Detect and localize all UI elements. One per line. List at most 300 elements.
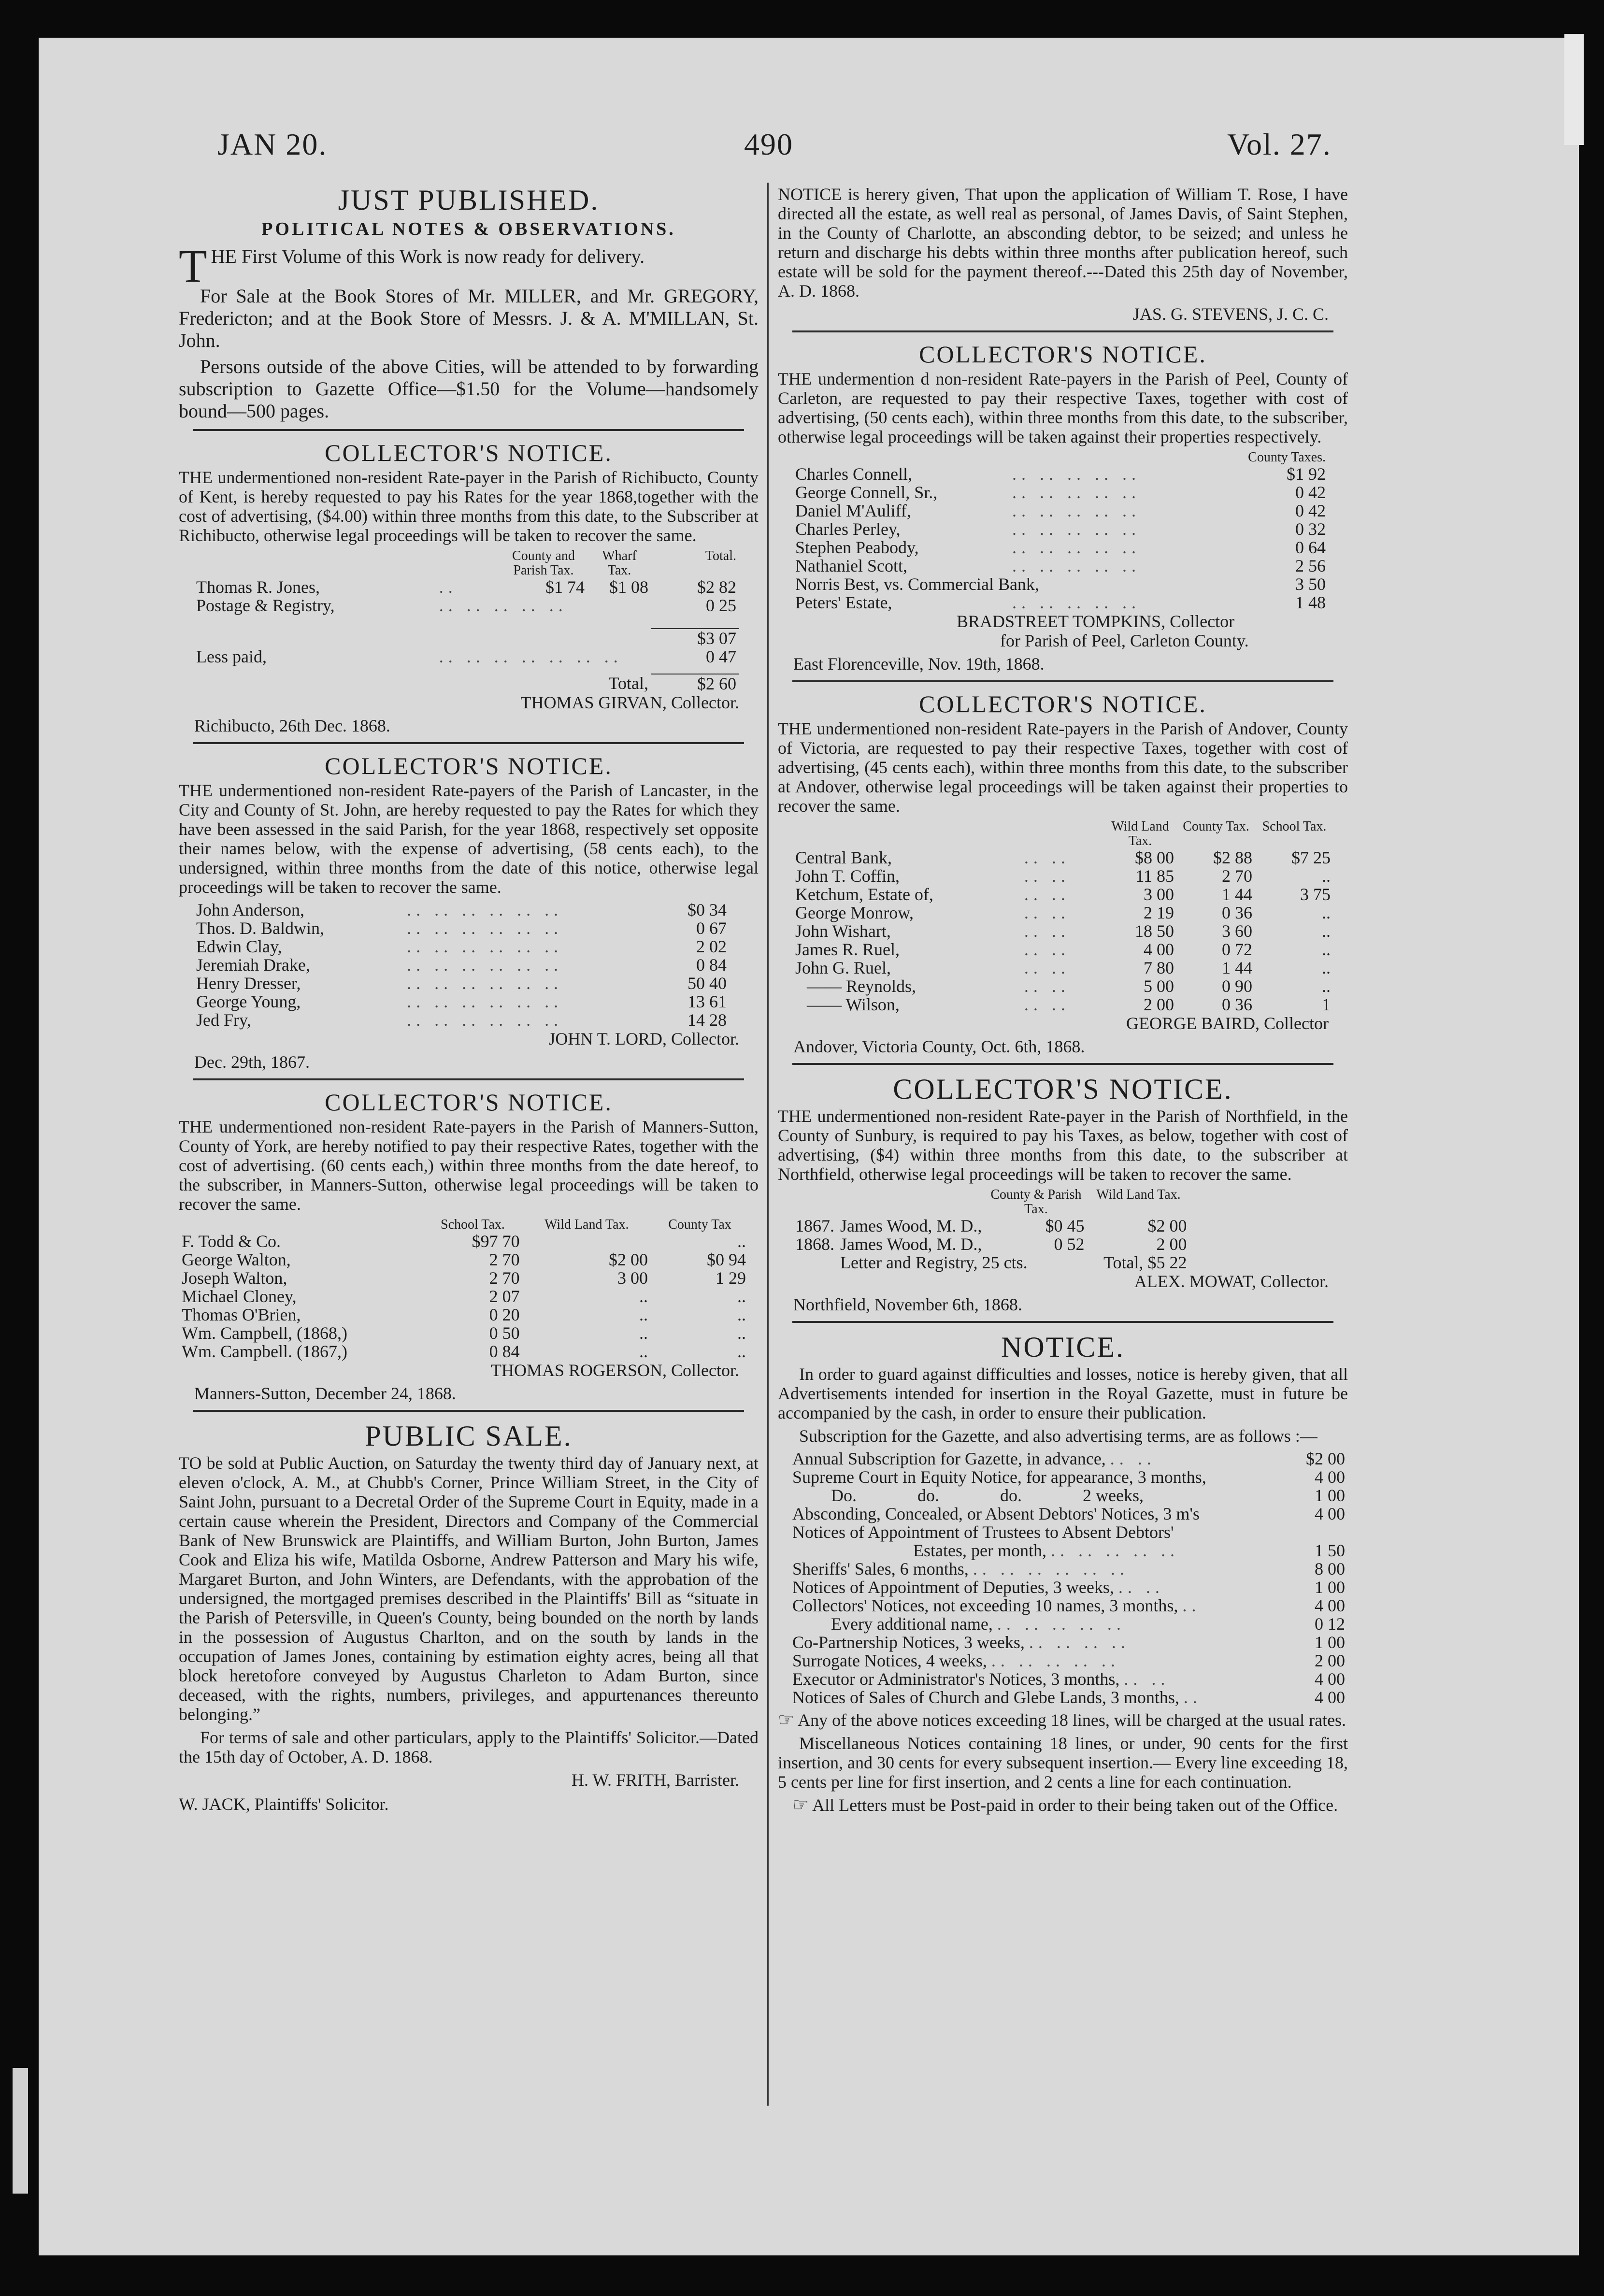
tax-year: 1868. <box>795 1234 834 1254</box>
ratepayer-name: John T. Coffin, <box>795 866 900 886</box>
less-paid-label: Less paid, <box>196 647 267 666</box>
rate-row <box>778 1486 1348 1505</box>
tax-amount: $1 74 <box>545 577 585 597</box>
ratepayer-name: Stephen Peabody, <box>795 538 919 557</box>
ratepayer-name: Charles Connell, <box>795 464 912 484</box>
tax-amount: 1 44 <box>1222 885 1252 904</box>
tax-table <box>193 549 739 693</box>
table-row <box>179 1250 749 1269</box>
table-row <box>193 992 730 1011</box>
leader-dots: .. .. .. .. .. .. <box>407 974 563 993</box>
leader-dots: .. .. <box>1024 921 1070 941</box>
gazette-rates-notice <box>778 1330 1348 1815</box>
ratepayer-name: Joseph Walton, <box>182 1268 287 1288</box>
tax-amount: 0 90 <box>1222 976 1252 996</box>
tax-amount: 11 85 <box>1135 866 1174 886</box>
rate-label: Surrogate Notices, 4 weeks, <box>792 1651 987 1670</box>
rate-label: Notices of Appointment of Trustees to Absent Debtors' <box>792 1522 1174 1542</box>
ratepayer-name: —— Reynolds, <box>807 976 917 996</box>
tax-amount: 3 60 <box>1222 921 1252 941</box>
ratepayer-name: Jed Fry, <box>196 1010 251 1030</box>
notice-body: THE undermentioned non-resident Rate-payers in the Parish of Andover, County of Victoria, are requested to pay their respective Taxes, together with cost of advertising, (45 cents each), within three months from this date, to the subscriber at Andover, otherwise legal proceedings will be taken against their properties to recover the same. <box>778 719 1348 816</box>
table-row <box>792 977 1333 995</box>
tax-amount: 3 50 <box>1295 574 1326 594</box>
tax-amount: 2 70 <box>489 1268 520 1288</box>
rate-amount <box>1294 1523 1348 1541</box>
rate-row <box>778 1468 1348 1486</box>
ratepayer-name: Thomas R. Jones, <box>196 577 320 597</box>
tax-amount: $2 00 <box>1147 1216 1187 1235</box>
tax-amount: 2 02 <box>696 937 727 956</box>
rate-amount: 0 12 <box>1315 1614 1345 1634</box>
tax-amount: 3 00 <box>617 1268 648 1288</box>
leader-dots: .. .. .. .. .. .. <box>407 937 563 956</box>
collector-signature: ALEX. MOWAT, Collector. <box>1134 1272 1329 1291</box>
notice-body: THE undermentioned non-resident Rate-payers of the Parish of Lancaster, in the City and County of St. John, are hereby requested to pay the Rates for which they have been assessed in the said Parish, for the year 1868, respectively set opposite their names below, with the expense of advertising, (58 cents each), to the undersigned, within three months from the date of this notice, otherwise legal proceedings will be taken to recover the same. <box>179 781 759 897</box>
table-row <box>792 538 1329 557</box>
rate-row <box>778 1688 1348 1707</box>
collector-signature: THOMAS GIRVAN, Collector. <box>520 693 739 712</box>
table-row <box>193 919 730 937</box>
notice-title: COLLECTOR'S NOTICE. <box>919 690 1207 718</box>
tax-amount: 0 32 <box>1295 519 1326 539</box>
tax-amount: $2 88 <box>1213 848 1252 867</box>
tax-amount: $0 94 <box>707 1250 746 1269</box>
rate-row <box>778 1615 1348 1633</box>
rate-label: Notices of Appointment of Deputies, 3 weeks, <box>792 1578 1114 1597</box>
column-header: School Tax. <box>441 1217 505 1232</box>
tax-amount: 1 29 <box>716 1268 746 1288</box>
tax-amount: .. <box>639 1323 648 1343</box>
table-row <box>179 1342 749 1361</box>
tax-amount: $0 34 <box>687 900 727 919</box>
column-header: County Tax. <box>1183 819 1249 834</box>
tax-amount: $7 25 <box>1291 848 1331 867</box>
ratepayer-name: Jeremiah Drake, <box>196 955 310 975</box>
rate-label: Estates, per month, <box>913 1541 1046 1560</box>
rate-amount: 1 00 <box>1315 1486 1345 1505</box>
rate-row <box>778 1541 1348 1560</box>
table-row <box>193 937 730 956</box>
table-row <box>792 520 1329 538</box>
leader-dots: .. <box>439 577 458 597</box>
tax-amount: 0 50 <box>489 1323 520 1343</box>
rate-row <box>778 1596 1348 1615</box>
leader-dots: .. .. <box>1024 976 1070 996</box>
tax-amount: 2 07 <box>489 1287 520 1306</box>
leader-dots: .. .. .. .. .. .. .. <box>439 647 623 666</box>
rate-label: Every additional name, <box>831 1614 993 1634</box>
divider <box>193 742 744 744</box>
notice-paragraph: Subscription for the Gazette, and also advertising terms, are as follows :— <box>799 1426 1318 1446</box>
barrister-signature: H. W. FRITH, Barrister. <box>572 1770 739 1790</box>
leader-dots: .. .. <box>1024 866 1070 886</box>
total-label: Total, <box>608 674 648 693</box>
leader-dots: .. .. <box>1024 958 1070 977</box>
column-header: Wild Land Tax. <box>544 1217 629 1232</box>
rate-amount: 1 00 <box>1315 1633 1345 1652</box>
collector-signature: for Parish of Peel, Carleton County. <box>1000 631 1249 650</box>
column-header: Wild Land Tax. <box>1096 1187 1181 1202</box>
pointing-hand-icon: ☞ <box>778 1710 795 1730</box>
table-row <box>792 465 1329 483</box>
ratepayer-name: John Wishart, <box>795 921 891 941</box>
divider <box>792 1063 1333 1065</box>
tax-amount: 0 52 <box>1054 1234 1085 1254</box>
table-row <box>193 974 730 992</box>
table-row <box>179 1306 749 1324</box>
table-row <box>792 959 1333 977</box>
divider <box>193 1410 744 1412</box>
column-header: Wharf Tax. <box>602 548 637 578</box>
tax-amount: 5 00 <box>1144 976 1174 996</box>
leader-dots: .. .. .. .. .. <box>1012 464 1141 484</box>
tax-amount: 0 42 <box>1295 483 1326 502</box>
column-header: County and Parish Tax. <box>512 548 575 578</box>
header-date: JAN 20. <box>217 127 328 161</box>
letter-total-row <box>792 1253 1189 1272</box>
notice-paragraph: Any of the above notices exceeding 18 lines, will be charged at the usual rates. <box>798 1710 1346 1730</box>
rate-row <box>778 1578 1348 1596</box>
table-row <box>792 940 1333 959</box>
tax-year: 1867. <box>795 1216 834 1235</box>
tax-amount: .. <box>737 1323 746 1343</box>
leader-dots: .. .. .. .. .. <box>1012 519 1141 539</box>
tax-amount: .. <box>1322 921 1331 941</box>
tax-table <box>792 819 1333 1014</box>
column-header: County Tax <box>668 1217 731 1232</box>
tax-amount: 2 56 <box>1295 556 1326 575</box>
leader-dots: .. .. .. .. .. <box>1012 556 1141 575</box>
tax-amount: $1 92 <box>1287 464 1326 484</box>
table-row <box>792 995 1333 1014</box>
tax-amount: .. <box>737 1305 746 1324</box>
collector-signature: BRADSTREET TOMPKINS, Collector <box>957 612 1235 631</box>
tax-amount: 1 48 <box>1295 593 1326 612</box>
tax-amount: 2 00 <box>1156 1234 1187 1254</box>
ratepayer-name: Postage & Registry, <box>196 596 335 615</box>
tax-amount: .. <box>1322 976 1331 996</box>
dateline: Manners-Sutton, December 24, 1868. <box>194 1384 456 1403</box>
notice-paragraph: HE First Volume of this Work is now ready for delivery. <box>211 245 645 267</box>
notice-title: COLLECTOR'S NOTICE. <box>919 341 1207 368</box>
tax-amount: 0 42 <box>1295 501 1326 520</box>
rate-label: Co-Partnership Notices, 3 weeks, <box>792 1633 1025 1652</box>
rates-table <box>778 1449 1348 1707</box>
tax-amount: .. <box>1322 958 1331 977</box>
ratepayer-name: Norris Best, vs. Commercial Bank, <box>795 574 1039 594</box>
tax-table <box>193 901 730 1029</box>
ratepayer-name: James R. Ruel, <box>795 940 900 959</box>
ratepayer-name: George Walton, <box>182 1250 291 1269</box>
rate-amount: 4 00 <box>1315 1467 1345 1487</box>
column-header: County & Parish Tax. <box>990 1187 1082 1217</box>
leader-dots: .. .. .. .. .. .. <box>407 955 563 975</box>
tax-table <box>179 1218 749 1361</box>
tax-amount: .. <box>639 1287 648 1306</box>
total-amount: $2 60 <box>651 674 739 693</box>
table-row <box>792 867 1333 885</box>
tax-amount <box>523 1232 651 1250</box>
rate-row <box>778 1449 1348 1468</box>
column-divider <box>767 183 769 2106</box>
rate-amount: 1 00 <box>1315 1578 1345 1597</box>
notice-title: COLLECTOR'S NOTICE. <box>325 1089 613 1116</box>
tax-amount: $0 45 <box>1045 1216 1085 1235</box>
less-paid-amount: 0 47 <box>706 647 736 666</box>
table-row <box>792 502 1329 520</box>
leader-dots: .. .. <box>1124 1669 1170 1689</box>
header-volume: Vol. 27. <box>1227 127 1332 161</box>
tax-amount: 0 36 <box>1222 903 1252 922</box>
leader-dots: .. .. <box>1024 903 1070 922</box>
tax-amount: 50 40 <box>687 974 727 993</box>
divider <box>792 1321 1333 1323</box>
tax-amount: 0 84 <box>489 1342 520 1361</box>
rate-amount: 8 00 <box>1315 1559 1345 1578</box>
rate-label: Collectors' Notices, not exceeding 10 names, 3 months, <box>792 1596 1178 1615</box>
ratepayer-name: Nathaniel Scott, <box>795 556 907 575</box>
notice-title: PUBLIC SALE. <box>365 1420 573 1452</box>
leader-dots: .. .. .. .. .. .. <box>973 1559 1129 1578</box>
rate-row <box>778 1670 1348 1688</box>
tax-amount: 4 00 <box>1144 940 1174 959</box>
tax-amount: 2 00 <box>1144 995 1174 1014</box>
tax-amount: .. <box>1322 940 1331 959</box>
ratepayer-name: James Wood, M. D., <box>840 1216 982 1235</box>
table-row <box>179 1232 749 1250</box>
page-edge-mark <box>1564 34 1584 145</box>
tax-amount: .. <box>737 1232 746 1251</box>
tax-amount: 2 70 <box>489 1250 520 1269</box>
leader-dots: .. .. .. .. .. .. <box>407 1010 563 1030</box>
rate-amount: 1 50 <box>1315 1541 1345 1560</box>
divider <box>792 330 1333 332</box>
ratepayer-name: Ketchum, Estate of, <box>795 885 933 904</box>
dateline: Andover, Victoria County, Oct. 6th, 1868. <box>793 1037 1085 1056</box>
notice-title: NOTICE. <box>1001 1331 1125 1363</box>
rate-label: Absconding, Concealed, or Absent Debtors' Notices, 3 m's <box>792 1504 1200 1523</box>
tax-amount: 3 00 <box>1144 885 1174 904</box>
rate-amount: 2 00 <box>1315 1651 1345 1670</box>
table-row <box>792 885 1333 904</box>
tax-amount: $1 08 <box>609 577 648 597</box>
rate-amount: 4 00 <box>1315 1504 1345 1523</box>
ratepayer-name: Peters' Estate, <box>795 593 892 612</box>
total-label: Total, <box>1103 1253 1144 1272</box>
column-header: County Taxes. <box>1248 450 1326 465</box>
tax-amount: .. <box>1322 866 1331 886</box>
table-row <box>792 557 1329 575</box>
notice-subtitle: POLITICAL NOTES & OBSERVATIONS. <box>261 219 676 239</box>
leader-dots: .. .. <box>1024 848 1070 867</box>
table-row <box>179 1324 749 1342</box>
ratepayer-name: Henry Dresser, <box>196 974 301 993</box>
table-row <box>193 1011 730 1029</box>
rate-row <box>778 1560 1348 1578</box>
tax-amount: $8 00 <box>1135 848 1174 867</box>
northfield-collector-notice <box>778 1072 1348 1314</box>
rate-amount: 4 00 <box>1315 1669 1345 1689</box>
table-row <box>792 483 1329 502</box>
leader-dots: .. <box>1182 1596 1201 1615</box>
leader-dots: .. .. .. .. .. <box>1050 1541 1179 1560</box>
tax-amount: 2 19 <box>1144 903 1174 922</box>
rate-label: Supreme Court in Equity Notice, for appearance, 3 months, <box>792 1467 1206 1487</box>
header-page-number: 490 <box>744 127 793 161</box>
tax-amount: 7 80 <box>1144 958 1174 977</box>
less-paid-row <box>193 647 739 666</box>
ratepayer-name: —— Wilson, <box>807 995 900 1014</box>
notice-paragraph: In order to guard against difficulties and losses, notice is hereby given, that all Advertisements intended for insertion in the Royal Gazette, must in future be accompanied by the cash, in order to ensure their publication. <box>778 1364 1348 1422</box>
letter-registry: Letter and Registry, 25 cts. <box>840 1253 1028 1272</box>
column-header: Wild Land Tax. <box>1111 819 1169 848</box>
dateline: Northfield, November 6th, 1868. <box>793 1295 1022 1314</box>
leader-dots: .. .. .. .. <box>1029 1633 1130 1652</box>
lancaster-collector-notice <box>179 751 759 1072</box>
notice-paragraph: All Letters must be Post-paid in order to their being taken out of the Office. <box>812 1795 1338 1815</box>
rate-label: Do. do. do. 2 weeks, <box>831 1486 1144 1505</box>
leader-dots: .. .. <box>1024 885 1070 904</box>
leader-dots: .. <box>1183 1688 1202 1707</box>
divider <box>193 429 744 431</box>
solicitor-line: W. JACK, Plaintiffs' Solicitor. <box>179 1794 389 1814</box>
leader-dots: .. .. <box>1110 1449 1156 1468</box>
rate-row <box>778 1633 1348 1651</box>
rate-label: Executor or Administrator's Notices, 3 months, <box>792 1669 1120 1689</box>
collector-signature: GEORGE BAIRD, Collector <box>1126 1014 1329 1033</box>
tax-amount: 0 72 <box>1222 940 1252 959</box>
notice-body: THE undermentioned non-resident Rate-payer in the Parish of Northfield, in the County of Sunbury, is required to pay his Taxes, as below, together with cost of advertising, ($4) within three months from this date, to the subscriber at Northfield, otherwise legal proceedings will be taken to recover the same. <box>778 1106 1348 1184</box>
table-row <box>193 596 739 615</box>
tax-amount: .. <box>737 1287 746 1306</box>
ratepayer-name: George Connell, Sr., <box>795 483 938 502</box>
subtotal-amount: $3 07 <box>651 629 739 647</box>
just-published-notice <box>179 183 759 422</box>
table-row <box>179 1269 749 1287</box>
table-row <box>792 575 1329 593</box>
column-header: School Tax. <box>1262 819 1327 834</box>
table-row <box>792 1235 1189 1253</box>
tax-amount: .. <box>737 1342 746 1361</box>
tax-amount: .. <box>639 1305 648 1324</box>
table-row <box>792 922 1333 940</box>
notice-body: THE undermentioned non-resident Rate-payer in the Parish of Richibucto, County of Kent, is hereby requested to pay his Rates for the year 1868,together with the cost of advertising, ($4.00) within three months from this date, to the Subscriber at Richibucto, otherwise legal proceedings will be taken to recover the same. <box>179 468 759 545</box>
tax-amount: $2 82 <box>697 577 736 597</box>
leader-dots: .. .. .. .. .. <box>991 1651 1120 1670</box>
tax-amount: 0 25 <box>706 596 736 615</box>
notice-title: COLLECTOR'S NOTICE. <box>325 439 613 466</box>
tax-amount: 13 61 <box>687 992 727 1011</box>
left-column <box>179 183 759 1814</box>
ratepayer-name: Thomas O'Brien, <box>182 1305 301 1324</box>
tax-amount: 0 67 <box>696 918 727 938</box>
andover-collector-notice <box>778 689 1348 1056</box>
table-row <box>193 956 730 974</box>
tax-amount: 0 84 <box>696 955 727 975</box>
table-row <box>193 578 739 596</box>
rate-label: Sheriffs' Sales, 6 months, <box>792 1559 969 1578</box>
tax-amount: 0 64 <box>1295 538 1326 557</box>
tax-amount: 3 75 <box>1300 885 1331 904</box>
dateline: Dec. 29th, 1867. <box>194 1052 310 1072</box>
table-row <box>193 901 730 919</box>
dateline: East Florenceville, Nov. 19th, 1868. <box>793 654 1045 674</box>
tax-table <box>792 1188 1189 1272</box>
ratepayer-name: John G. Ruel, <box>795 958 891 977</box>
leader-dots: .. .. <box>1118 1578 1164 1597</box>
rate-row <box>778 1523 1348 1541</box>
ratepayer-name: Thos. D. Baldwin, <box>196 918 324 938</box>
leader-dots: .. .. .. .. .. .. <box>407 900 563 919</box>
notice-body: TO be sold at Public Auction, on Saturday the twenty third day of January next, at eleven o'clock, A. M., at Chubb's Corner, Prince William Street, in the City of Saint John, pursuant to a Decretal Order of the Supreme Court in Equity, made in a certain cause wherein the President, Directors and Company of the Commercial Bank of New Brunswick are Plaintiffs, and William Burton, John Burton, James Cook and Eliza his wife, Matilda Osborne, Andrew Patterson and Mary his wife, Margaret Burton, and John Winters, are Defendants, with the approbation of the undersigned, the mortgaged premises described in the Plaintiffs' Bill as “situate in the Parish of Petersville, in Queen's County, being bounded on the north by lands in the possession of Augustus Charlton, and on the south by lands in the occupation of James Jones, containing by estimation eighty acres, being all that block heretofore conveyed by Augustus Charleton to Adam Burton, since deceased, with the rights, numbers, privileges, and appurtenances thereunto belonging.” <box>179 1453 759 1724</box>
pointing-hand-icon: ☞ <box>792 1795 809 1815</box>
leader-dots: .. .. .. .. .. <box>1012 538 1141 557</box>
notice-title: COLLECTOR'S NOTICE. <box>893 1073 1233 1105</box>
peel-collector-notice <box>778 339 1348 674</box>
table-row <box>792 593 1329 612</box>
rate-label: Notices of Sales of Church and Glebe Lands, 3 months, <box>792 1688 1179 1707</box>
ratepayer-name: Edwin Clay, <box>196 937 282 956</box>
leader-dots: .. .. .. .. .. .. <box>407 992 563 1011</box>
tax-amount: 14 28 <box>687 1010 727 1030</box>
absconding-debtor-notice <box>778 185 1348 324</box>
tax-amount: .. <box>1322 903 1331 922</box>
column-header: Total. <box>705 548 736 563</box>
leader-dots: .. .. .. .. .. <box>439 596 568 615</box>
tax-amount: .. <box>639 1342 648 1361</box>
leader-dots: .. .. .. .. .. .. <box>407 918 563 938</box>
leader-dots: .. .. .. .. .. <box>997 1614 1126 1634</box>
tax-table <box>792 450 1329 612</box>
table-row <box>792 848 1333 867</box>
rate-row <box>778 1651 1348 1670</box>
ratepayer-name: Central Bank, <box>795 848 892 867</box>
public-sale-notice <box>179 1419 759 1814</box>
tax-amount: 0 36 <box>1222 995 1252 1014</box>
ratepayer-name: John Anderson, <box>196 900 304 919</box>
rate-amount: 4 00 <box>1315 1688 1345 1707</box>
leader-dots: .. .. <box>1024 940 1070 959</box>
subtotal-row <box>193 629 739 647</box>
ratepayer-name: Michael Cloney, <box>182 1287 297 1306</box>
dateline: Richibucto, 26th Dec. 1868. <box>194 716 390 735</box>
tax-amount: 2 70 <box>1222 866 1252 886</box>
ratepayer-name: George Monrow, <box>795 903 914 922</box>
table-row <box>792 904 1333 922</box>
judge-signature: JAS. G. STEVENS, J. C. C. <box>1132 304 1329 324</box>
right-column <box>778 185 1348 1819</box>
notice-body: NOTICE is herery given, That upon the application of William T. Rose, I have directed all the estate, as well real as personal, of James Davis, of Saint Stephen, in the County of Charlotte, an absconding debtor, to be seized; and unless he return and discharge his debts within three months after publication hereof, such estate will be sold for the payment thereof.---Dated this 25th day of November, A. D. 1868. <box>778 185 1348 301</box>
tax-amount: 0 20 <box>489 1305 520 1324</box>
tax-amount: 1 44 <box>1222 958 1252 977</box>
rate-amount: 4 00 <box>1315 1596 1345 1615</box>
richibucto-collector-notice <box>179 438 759 735</box>
tax-amount: 18 50 <box>1135 921 1174 941</box>
ratepayer-name: F. Todd & Co. <box>182 1232 281 1251</box>
table-row <box>179 1287 749 1306</box>
notice-title: COLLECTOR'S NOTICE. <box>325 752 613 779</box>
ratepayer-name: Wm. Campbell. (1867,) <box>182 1342 347 1361</box>
leader-dots: .. .. .. .. .. <box>1012 593 1141 612</box>
total-row <box>193 674 739 693</box>
rate-row <box>778 1505 1348 1523</box>
ratepayer-name: Daniel M'Auliff, <box>795 501 911 520</box>
leader-dots: .. .. .. .. .. <box>1012 501 1141 520</box>
tax-amount: 1 <box>1322 995 1331 1014</box>
leader-dots: .. .. .. .. .. <box>1012 483 1141 502</box>
notice-paragraph: Miscellaneous Notices containing 18 lines, or under, 90 cents for the first insertion, and 30 cents for every subsequent insertion.— Every line exceeding 18, 5 cents per line for first insertion, and 2 cents a line for each continuation. <box>778 1734 1348 1792</box>
